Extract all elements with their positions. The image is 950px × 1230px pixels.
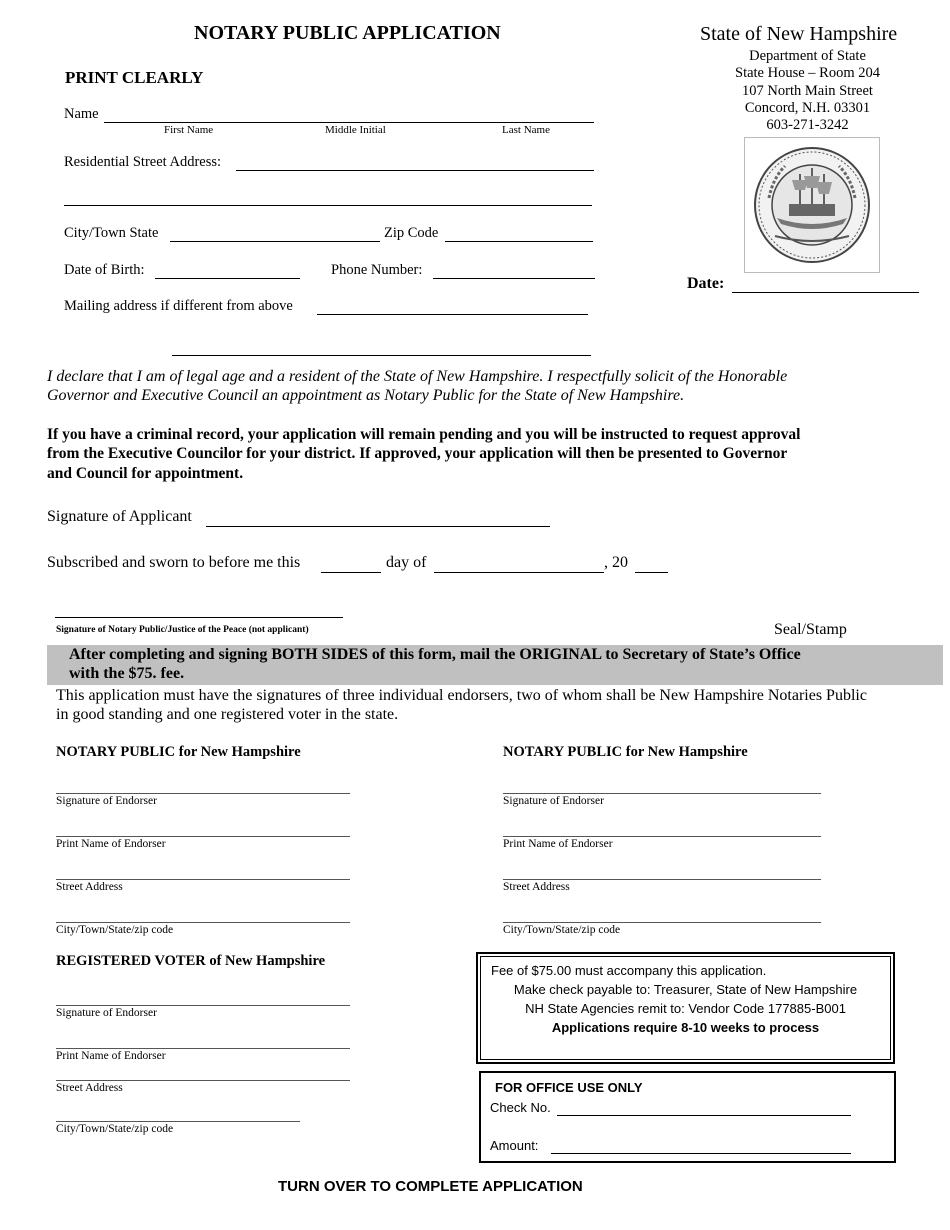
fee-line4: Applications require 8-10 weeks to process: [551, 1020, 820, 1035]
criminal-notice-line2: from the Executive Councilor for your district. If approved, your application will then be presented to Governor: [47, 445, 788, 462]
sworn-text-part2: day of: [386, 554, 427, 571]
endorser2-street-field[interactable]: [503, 879, 821, 880]
applicant-signature-field[interactable]: [206, 526, 550, 527]
endorser2-city-label: City/Town/State/zip code: [503, 924, 621, 936]
notary-signature-field[interactable]: [55, 617, 343, 618]
voter-signature-label: Signature of Endorser: [56, 1007, 157, 1019]
banner-line2: with the $75. fee.: [69, 665, 185, 682]
fee-info-box: [476, 952, 895, 1064]
sworn-month-field[interactable]: [434, 572, 604, 573]
check-no-field[interactable]: [557, 1115, 851, 1116]
endorser1-name-field[interactable]: [56, 836, 350, 837]
dob-label: Date of Birth:: [64, 262, 145, 278]
voter-name-field[interactable]: [56, 1048, 350, 1049]
fee-line1: Fee of $75.00 must accompany this application.: [491, 963, 767, 978]
name-label: Name: [64, 106, 99, 122]
voter-name-label: Print Name of Endorser: [56, 1050, 166, 1062]
applicant-signature-label: Signature of Applicant: [47, 508, 192, 525]
endorser2-name-label: Print Name of Endorser: [503, 838, 613, 850]
mailing-instructions-banner: [47, 645, 943, 685]
voter-endorser-heading: REGISTERED VOTER of New Hampshire: [56, 953, 326, 969]
banner-line1: After completing and signing BOTH SIDES of this form, mail the ORIGINAL to Secretary of State’s Office: [69, 646, 801, 663]
voter-street-field[interactable]: [56, 1080, 350, 1081]
sworn-text-part3: , 20: [604, 554, 628, 571]
city-state-field[interactable]: [170, 241, 380, 242]
voter-street-label: Street Address: [56, 1082, 123, 1094]
last-name-caption: Last Name: [502, 124, 550, 136]
endorser1-city-label: City/Town/State/zip code: [56, 924, 174, 936]
check-no-label: Check No.: [490, 1100, 551, 1115]
endorser1-street-field[interactable]: [56, 879, 350, 880]
city-state-label: City/Town State: [64, 225, 159, 241]
mailing-label: Mailing address if different from above: [64, 298, 293, 314]
voter-city-field[interactable]: [56, 1121, 300, 1122]
notary-signature-label: Signature of Notary Public/Justice of the Peace (not applicant): [56, 625, 309, 635]
street-field[interactable]: [236, 170, 594, 171]
declaration-line1: I declare that I am of legal age and a resident of the State of New Hampshire. I respectfully solicit of the Honorable: [47, 368, 788, 385]
endorser2-city-field[interactable]: [503, 922, 821, 923]
endorser2-name-field[interactable]: [503, 836, 821, 837]
sworn-day-field[interactable]: [321, 572, 381, 573]
street-label: Residential Street Address:: [64, 154, 222, 170]
address-line: Department of State: [749, 48, 866, 64]
state-name: State of New Hampshire: [700, 23, 898, 45]
voter-city-label: City/Town/State/zip code: [56, 1123, 174, 1135]
endorser2-signature-label: Signature of Endorser: [503, 795, 604, 807]
endorsement-intro-line2: in good standing and one registered voter in the state.: [56, 706, 399, 723]
criminal-notice-line3: and Council for appointment.: [47, 465, 244, 482]
mailing-field[interactable]: [317, 314, 588, 315]
street-field-line2[interactable]: [64, 205, 592, 206]
fee-line2: Make check payable to: Treasurer, State of New Hampshire: [513, 982, 858, 997]
address-line: 107 North Main Street: [742, 82, 873, 99]
endorser2-street-label: Street Address: [503, 881, 570, 893]
office-use-box: [479, 1071, 896, 1163]
dob-field[interactable]: [155, 278, 300, 279]
address-line: Concord, N.H. 03301: [744, 99, 871, 116]
fee-line3: NH State Agencies remit to: Vendor Code 177885-B001: [525, 1001, 846, 1016]
phone-label: Phone Number:: [331, 262, 423, 278]
notary-endorser1-heading: NOTARY PUBLIC for New Hampshire: [56, 744, 301, 760]
mailing-field-line2[interactable]: [172, 355, 591, 356]
endorsement-intro-line1: This application must have the signatures of three individual endorsers, two of whom shall be New Hampshire Notaries Public: [56, 687, 867, 704]
amount-label: Amount:: [490, 1138, 539, 1153]
amount-field[interactable]: [551, 1153, 851, 1154]
first-name-caption: First Name: [164, 124, 214, 136]
state-address: [700, 48, 915, 134]
voter-signature-field[interactable]: [56, 1005, 350, 1006]
print-clearly-label: PRINT CLEARLY: [65, 68, 204, 87]
sworn-year-field[interactable]: [635, 572, 668, 573]
zip-label: Zip Code: [384, 225, 439, 241]
page-title: NOTARY PUBLIC APPLICATION: [194, 22, 501, 44]
address-line: State House – Room 204: [735, 65, 880, 82]
endorser1-signature-label: Signature of Endorser: [56, 795, 157, 807]
endorser1-city-field[interactable]: [56, 922, 350, 923]
endorser2-signature-field[interactable]: [503, 793, 821, 794]
office-use-heading: FOR OFFICE USE ONLY: [495, 1080, 643, 1095]
date-field[interactable]: [732, 292, 919, 293]
endorser1-signature-field[interactable]: [56, 793, 350, 794]
date-label: Date:: [687, 275, 725, 292]
state-seal-icon: [745, 138, 879, 272]
middle-initial-caption: Middle Initial: [325, 124, 386, 136]
name-field[interactable]: [104, 122, 594, 123]
endorser1-name-label: Print Name of Endorser: [56, 838, 166, 850]
notary-endorser2-heading: NOTARY PUBLIC for New Hampshire: [503, 744, 748, 760]
criminal-notice-line1: If you have a criminal record, your application will remain pending and you will be instructed to request approval: [47, 426, 801, 443]
zip-field[interactable]: [445, 241, 593, 242]
seal-stamp-label: Seal/Stamp: [774, 621, 847, 638]
sworn-text-part1: Subscribed and sworn to before me this: [47, 554, 301, 571]
address-line: 603-271-3242: [766, 117, 849, 134]
declaration-line2: Governor and Executive Council an appointment as Notary Public for the State of New Hampshire.: [47, 387, 685, 404]
endorser1-street-label: Street Address: [56, 881, 123, 893]
turn-over-instruction: TURN OVER TO COMPLETE APPLICATION: [278, 1178, 583, 1195]
phone-field[interactable]: [433, 278, 595, 279]
state-seal-image: [744, 137, 880, 273]
